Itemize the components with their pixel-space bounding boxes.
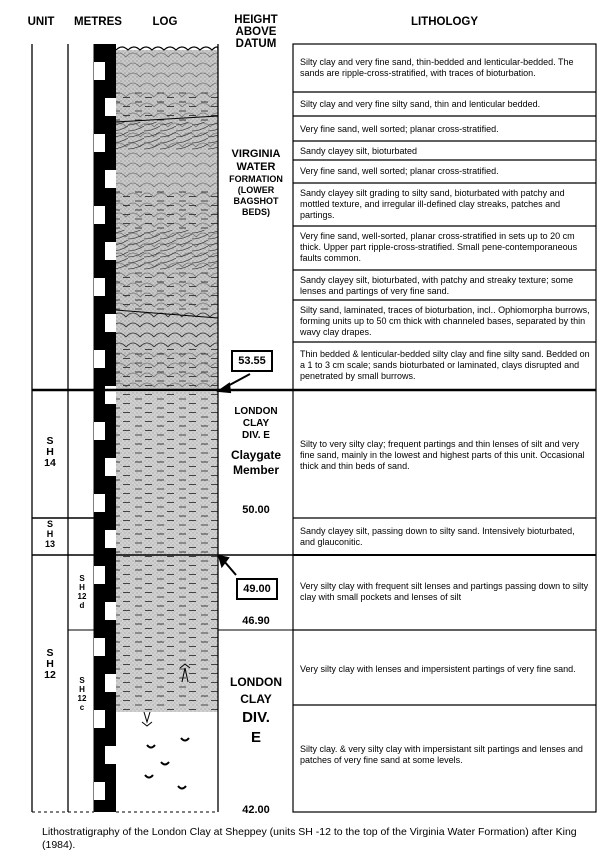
virginia-water-formation-label: VIRGINIA WATER FORMATION (LOWER BAGSHOT BEDS) — [229, 148, 283, 217]
lithology-desc-12: Sandy clayey silt, passing down to silty sand. Intensively bioturbated, and glauconitic. — [300, 526, 575, 548]
claygate-member-label: Claygate Member — [230, 448, 282, 477]
height-53-55-box: 53.55 — [231, 350, 273, 372]
log-column — [116, 44, 218, 812]
unit-sh13-label: S H 13 — [44, 519, 55, 549]
lithology-desc-11: Silty to very silty clay; frequent partings and thin lenses of silt and very fine sand, mainly in the lowest and highest parts of this unit. Occasional thick and thin beds of sand. — [300, 439, 585, 472]
lithology-desc-14: Very silty clay with lenses and impersistent partings of very fine sand. — [300, 664, 576, 674]
figure-caption: Lithostratigraphy of the London Clay at Sheppey (units SH -12 to the top of the Virginia Water Formation) after King (1984). — [42, 826, 577, 851]
unit-sh12d-label: S H 12 d — [77, 574, 87, 610]
lithology-boxes — [293, 44, 596, 812]
lithology-desc-6: Sandy clayey silt grading to silty sand, bioturbated with patchy and mottled texture, and irregular ill-defined clay streaks, patches and partings. — [300, 188, 565, 221]
height-49-00-box: 49.00 — [236, 578, 278, 600]
log-header: LOG — [152, 16, 178, 28]
unit-sh12-label: S H 12 — [44, 647, 56, 681]
lithology-desc-7: Very fine sand, well-sorted, planar cross-stratified in sets up to 20 cm thick. Upper part ripple-cross-stratified. Small pene-contemporaneous faults common. — [300, 231, 578, 264]
lithology-desc-15: Silty clay. & very silty clay with impersistant silt partings and lenses and patches of very fine sand at some levels. — [300, 744, 583, 766]
height-46-90-label: 46.90 — [242, 615, 270, 627]
london-clay-div-e-lower-label: LONDON CLAY DIV. E — [230, 675, 282, 746]
lithology-desc-2: Silty clay and very fine silty sand, thin and lenticular bedded. — [300, 99, 541, 109]
lithology-desc-13: Very silty clay with frequent silt lenses and partings passing down to silty clay with small pockets and lenses of silt — [300, 581, 589, 603]
height-50-00-label: 50.00 — [242, 504, 270, 516]
lithology-header: LITHOLOGY — [410, 16, 479, 28]
lithology-desc-5: Very fine sand, well sorted; planar cross-stratified. — [300, 166, 499, 176]
lithology-desc-4: Sandy clayey silt, bioturbated — [300, 146, 418, 156]
lithology-desc-1: Silty clay and very fine sand, thin-bedded and lenticular-bedded. The sands are ripple-cross-stratified, with traces of bioturbation. — [300, 57, 574, 79]
unit-sh14-label: S H 14 — [44, 435, 56, 469]
unit-header: UNIT — [27, 16, 55, 28]
metres-header: METRES — [74, 16, 122, 28]
height-header: HEIGHT ABOVE DATUM — [234, 14, 278, 50]
lithology-desc-8: Sandy clayey silt, bioturbated, with patchy and streaky texture; some lenses and partings of very fine sand. — [300, 275, 574, 297]
height-42-00-label: 42.00 — [242, 804, 270, 816]
unit-sh12c-label: S H 12 c — [77, 676, 87, 712]
lithology-desc-3: Very fine sand, well sorted; planar cross-stratified. — [300, 124, 499, 134]
lithology-desc-10: Thin bedded & lenticular-bedded silty clay and fine silty sand. Bedded on a 1 to 3 cm scale; sands bioturbated or laminated, clays disrupted and penetrated by small burrows. — [300, 349, 590, 382]
lithology-desc-9: Silty sand, laminated, traces of bioturbation, incl.. Ophiomorpha burrows, forming units up to 50 cm thick with channeled bases, separated by thin wavy clay drapes. — [300, 305, 590, 338]
london-clay-div-e-label: LONDON CLAY DIV. E — [234, 406, 278, 441]
metres-scale-bar — [94, 44, 116, 812]
